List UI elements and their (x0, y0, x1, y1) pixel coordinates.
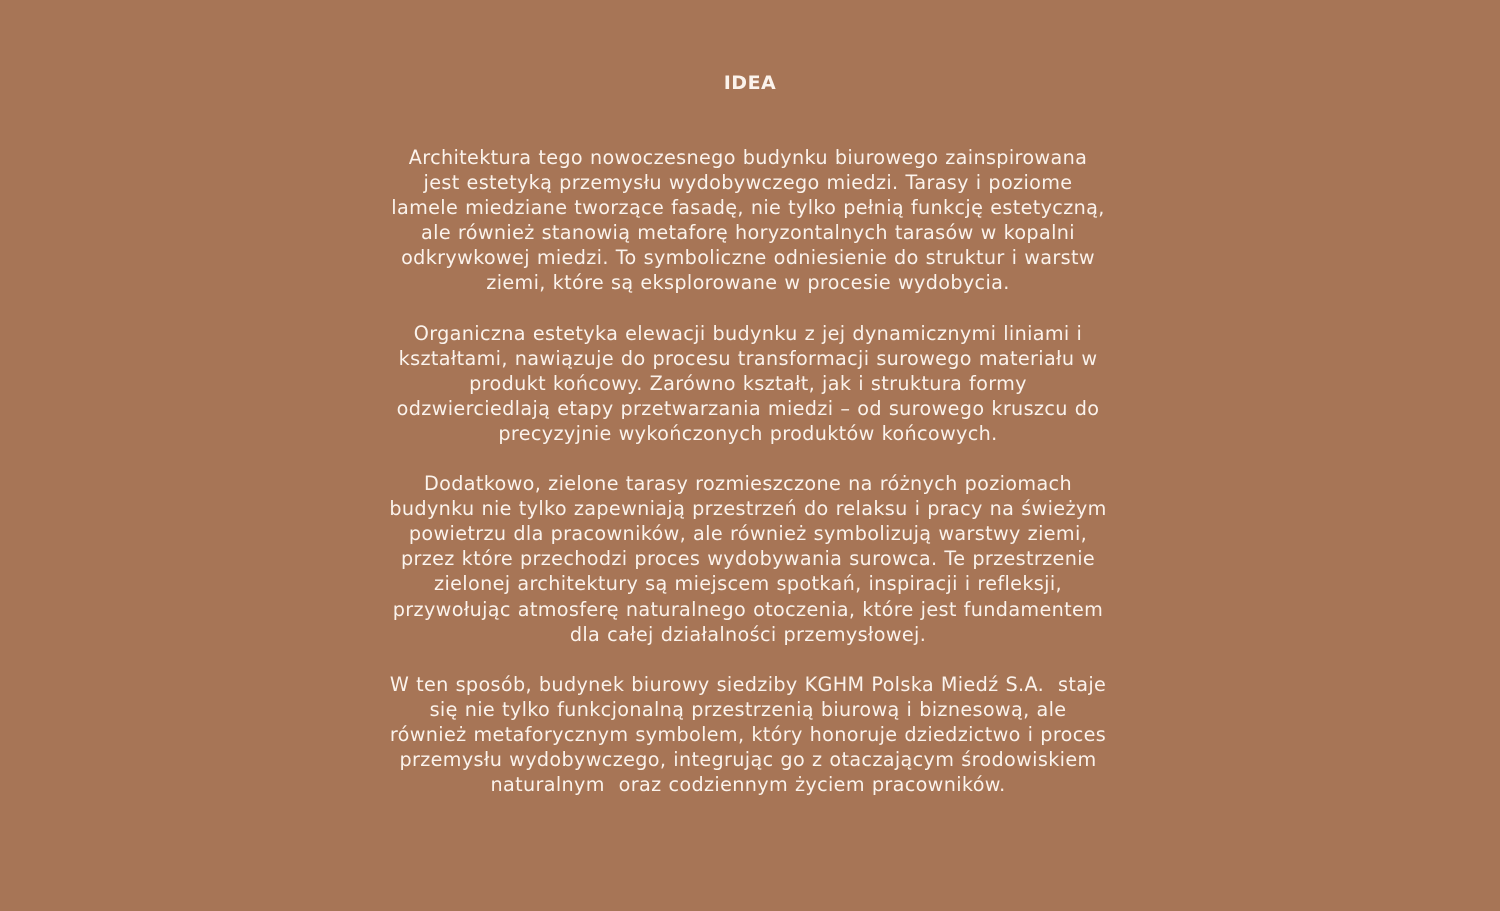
paragraph-line: naturalnym oraz codziennym życiem pracowników. (490, 773, 1006, 797)
paragraph-line: lamele miedziane tworzące fasadę, nie tylko pełnią funkcję estetyczną, (391, 196, 1105, 220)
paragraph-line: dla całej działalności przemysłowej. (569, 622, 927, 646)
paragraph-1 (370, 145, 1126, 296)
section-heading: IDEA (723, 72, 777, 94)
paragraph-4 (370, 672, 1126, 797)
paragraph-line: Organiczna estetyka elewacji budynku z jej dynamicznymi liniami i (413, 321, 1083, 345)
paragraph-line: W ten sposób, budynek biurowy siedziby KGHM Polska Miedź S.A. staje (389, 672, 1107, 696)
paragraph-line: odzwierciedlają etapy przetwarzania miedzi – od surowego kruszcu do (396, 396, 1100, 420)
paragraph-line: produkt końcowy. Zarówno kształt, jak i struktura formy (469, 371, 1027, 395)
paragraph-line: jest estetyką przemysłu wydobywczego miedzi. Tarasy i poziome (423, 171, 1073, 195)
paragraph-line: ziemi, które są eksplorowane w procesie wydobycia. (486, 271, 1010, 295)
paragraph-line: również metaforycznym symbolem, który honoruje dziedzictwo i proces (389, 722, 1107, 746)
paragraph-line: Architektura tego nowoczesnego budynku biurowego zainspirowana (408, 146, 1088, 169)
paragraph-line: zielonej architektury są miejscem spotkań, inspiracji i refleksji, (434, 572, 1062, 596)
paragraph-line: odkrywkowej miedzi. To symboliczne odniesienie do struktur i warstw (401, 246, 1095, 270)
paragraph-line: przywołując atmosferę naturalnego otoczenia, które jest fundamentem (392, 597, 1104, 621)
paragraph-3 (370, 471, 1126, 647)
paragraph-line: przez które przechodzi proces wydobywania surowca. Te przestrzenie (400, 547, 1096, 571)
paragraph-line: Dodatkowo, zielone tarasy rozmieszczone na różnych poziomach (424, 472, 1072, 496)
paragraph-line: powietrzu dla pracowników, ale również symbolizują warstwy ziemi, (408, 522, 1088, 546)
paragraph-line: przemysłu wydobywczego, integrując go z otaczającym środowiskiem (399, 747, 1097, 771)
paragraph-line: precyzyjnie wykończonych produktów końcowych. (498, 421, 998, 445)
paragraph-line: budynku nie tylko zapewniają przestrzeń do relaksu i pracy na świeżym (389, 497, 1107, 521)
body-text (370, 145, 1126, 822)
paragraph-line: się nie tylko funkcjonalną przestrzenią biurową i biznesową, ale (429, 697, 1067, 721)
paragraph-line: ale również stanowią metaforę horyzontalnych tarasów w kopalni (421, 221, 1075, 245)
paragraph-line: kształtami, nawiązuje do procesu transformacji surowego materiału w (398, 346, 1098, 370)
paragraph-2 (370, 321, 1126, 446)
